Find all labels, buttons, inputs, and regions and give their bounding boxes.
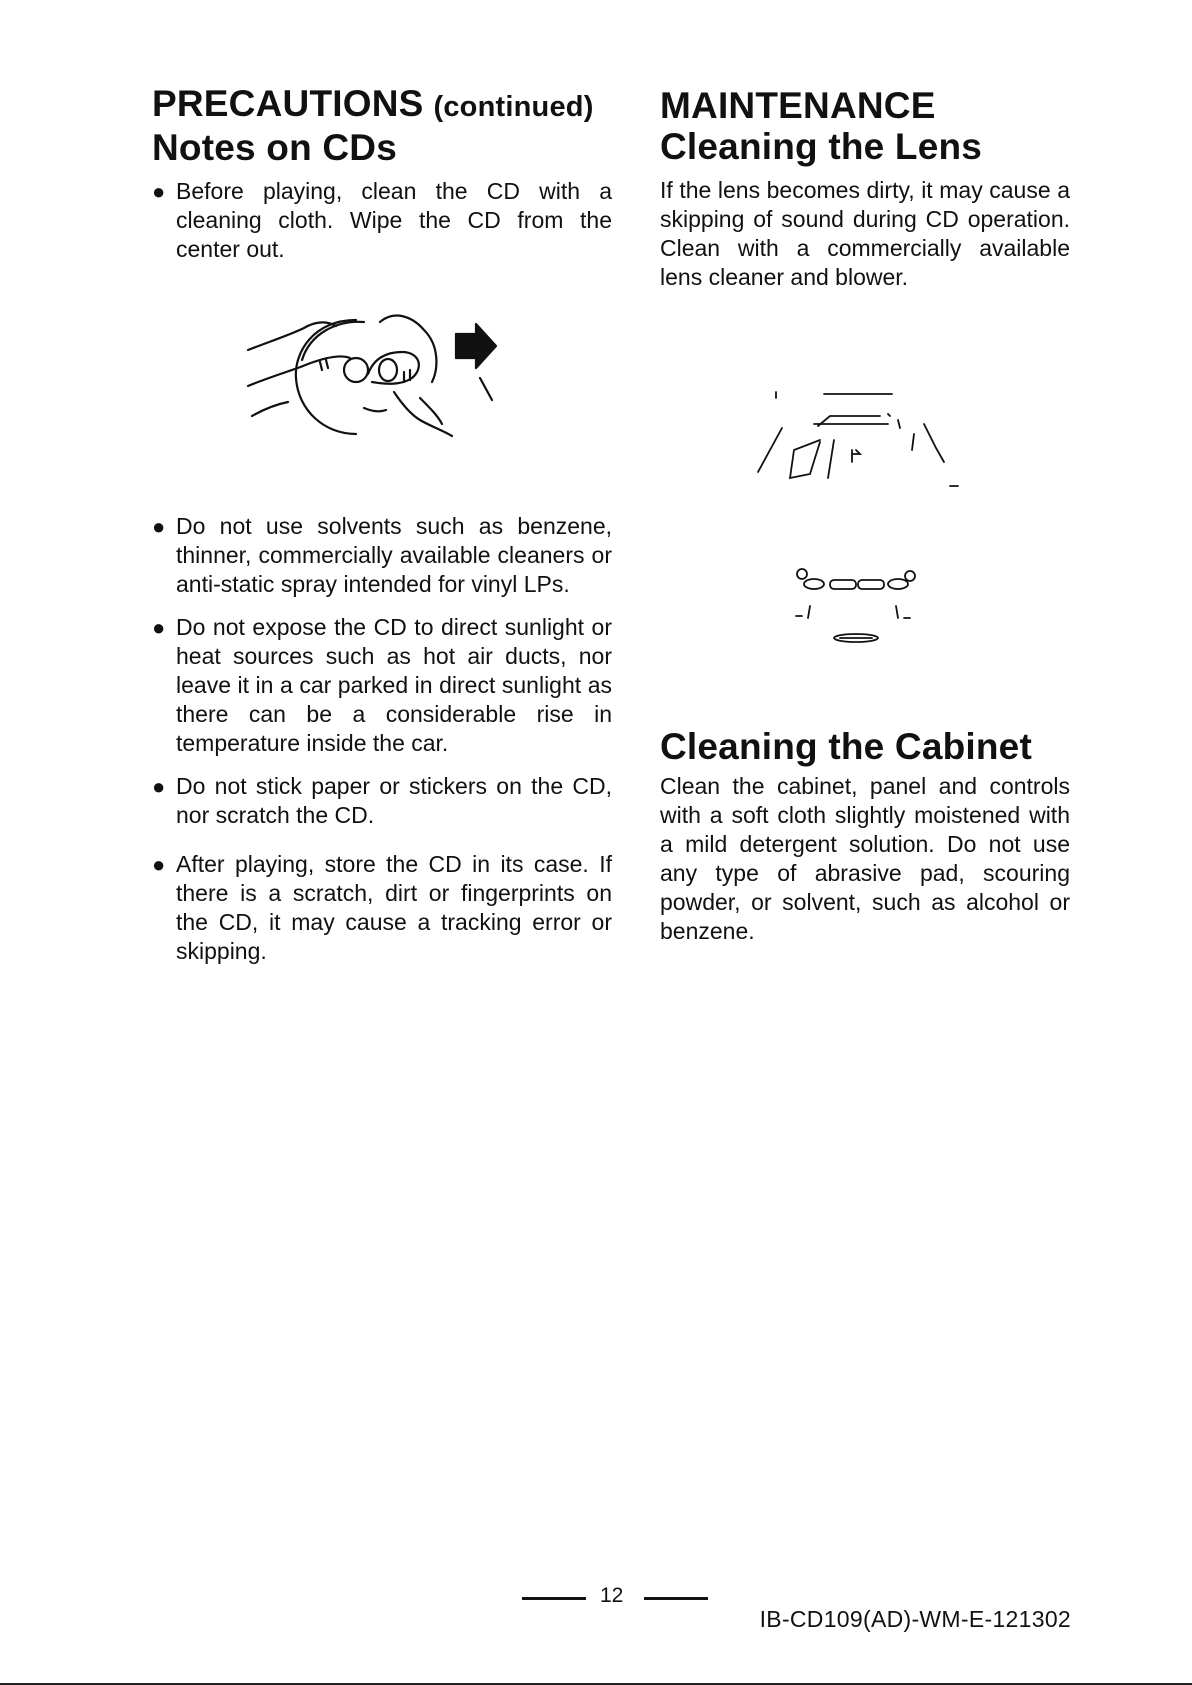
bullet-icon: ● <box>152 615 166 640</box>
list-item <box>152 177 612 264</box>
cleaning-cabinet-heading: Cleaning the Cabinet <box>660 726 1032 767</box>
cleaning-cabinet-text: Clean the cabinet, panel and controls with a soft cloth slightly moistened with a mild detergent solution. Do not use any type of abrasive pad, scouring powder, or solvent, such as alcohol or benzene. <box>660 773 1070 944</box>
notes-on-cds-heading: Notes on CDs <box>152 127 397 168</box>
bullet-text: Before playing, clean the CD with a cleaning cloth. Wipe the CD from the center out. <box>176 178 612 262</box>
precautions-list-bottom <box>152 512 612 966</box>
bullet-text: Do not stick paper or stickers on the CD, nor scratch the CD. <box>176 773 612 828</box>
precautions-list-top <box>152 177 612 264</box>
page-number: 12 <box>600 1584 624 1607</box>
bullet-icon: ● <box>152 514 166 539</box>
list-item <box>152 772 612 830</box>
bullet-text: Do not use solvents such as benzene, thinner, commercially available cleaners or anti-static spray intended for vinyl LPs. <box>176 513 612 597</box>
bullet-icon: ● <box>152 774 166 799</box>
continued-label: (continued) <box>433 91 594 123</box>
bullet-text: Do not expose the CD to direct sunlight or heat sources such as hot air ducts, nor leave it in a car parked in direct sunlight as there can be a considerable rise in temperature inside the car. <box>176 614 612 756</box>
cabinet-section <box>660 726 1070 946</box>
maintenance-section <box>660 86 1070 292</box>
footer-rule-left <box>522 1597 586 1600</box>
cd-player-illustration <box>748 384 978 654</box>
list-item <box>152 850 612 966</box>
cd-wipe-illustration <box>244 312 504 452</box>
precautions-title: PRECAUTIONS <box>152 83 424 124</box>
list-item <box>152 613 612 758</box>
bullet-text: After playing, store the CD in its case. If there is a scratch, dirt or fingerprints on the CD, it may cause a tracking error or skipping. <box>176 851 612 964</box>
precautions-section-continued <box>152 512 612 966</box>
bullet-icon: ● <box>152 179 166 204</box>
precautions-section <box>152 84 612 264</box>
bullet-icon: ● <box>152 852 166 877</box>
footer-rule-right <box>644 1597 708 1600</box>
maintenance-heading: MAINTENANCE <box>660 85 936 126</box>
cleaning-lens-heading: Cleaning the Lens <box>660 126 983 167</box>
cleaning-lens-text: If the lens becomes dirty, it may cause a skipping of sound during CD operation. Clean with a commercially available lens cleaner and blower. <box>660 177 1070 290</box>
document-code: IB-CD109(AD)-WM-E-121302 <box>759 1606 1071 1632</box>
precautions-heading <box>152 84 612 127</box>
list-item <box>152 512 612 599</box>
